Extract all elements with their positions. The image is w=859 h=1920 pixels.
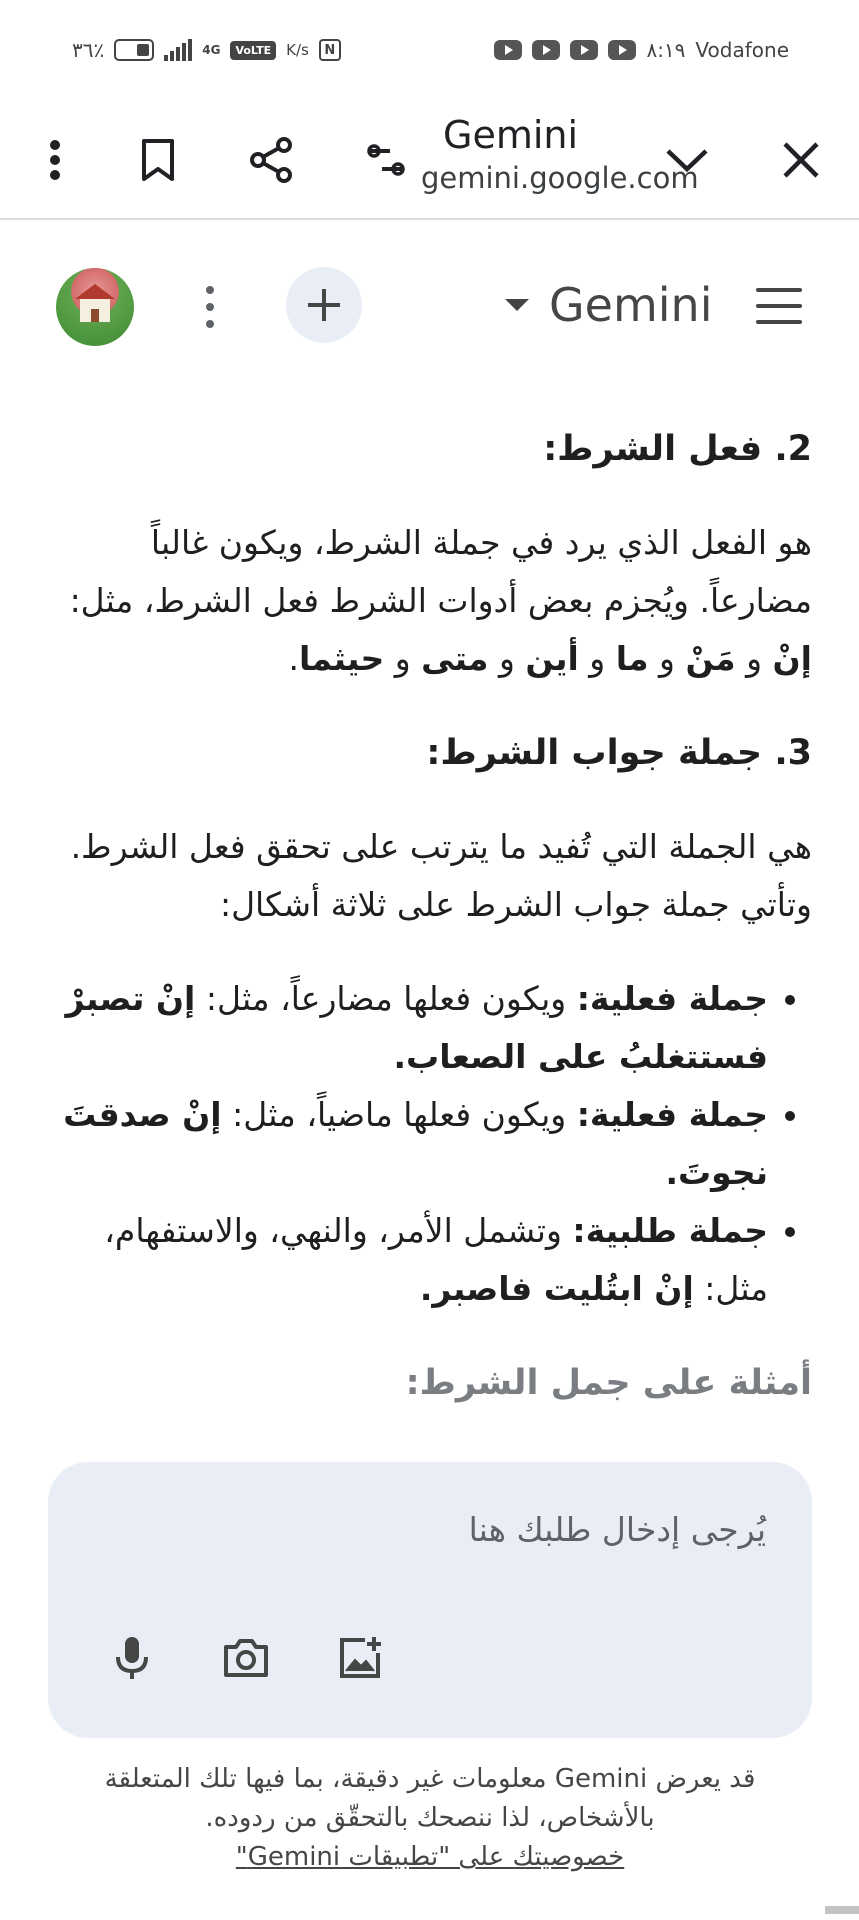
- section-heading: 3. جملة جواب الشرط:: [426, 733, 812, 773]
- avatar[interactable]: [56, 268, 134, 346]
- status-bar: [0, 0, 859, 100]
- network-gen: 4G: [202, 43, 221, 57]
- share-icon[interactable]: [242, 130, 302, 190]
- bullet-list: [48, 970, 812, 1318]
- mic-icon[interactable]: [104, 1630, 160, 1686]
- signal-icon: [164, 39, 192, 61]
- more-vert-icon[interactable]: [25, 130, 85, 190]
- more-vert-icon[interactable]: [195, 282, 225, 332]
- avatar-house-icon: [80, 298, 110, 322]
- plus-icon: [306, 287, 342, 323]
- chevron-down-icon[interactable]: [657, 130, 717, 190]
- bookmark-icon[interactable]: [128, 130, 188, 190]
- page-title: Gemini: [443, 113, 579, 157]
- carrier-name: Vodafone: [695, 38, 789, 62]
- section-heading: أمثلة على جمل الشرط:: [405, 1363, 812, 1403]
- model-selector[interactable]: [505, 270, 712, 340]
- youtube-notification-icon: [570, 40, 598, 60]
- add-image-icon[interactable]: [332, 1630, 388, 1686]
- volte-icon: VoLTE: [230, 41, 276, 60]
- disclaimer: [60, 1760, 800, 1877]
- paragraph: هي الجملة التي تُفيد ما يترتب على تحقق فعل الشرط. وتأتي جملة جواب الشرط على ثلاثة أشكال:: [70, 827, 812, 924]
- speed-label: K/s: [286, 40, 309, 59]
- clock: ٨:١٩: [646, 38, 686, 62]
- app-header: [0, 220, 859, 390]
- disclaimer-text: قد يعرض Gemini معلومات غير دقيقة، بما فيها تلك المتعلقة بالأشخاص، لذا ننصحك بالتحقّق من ردوده.: [104, 1764, 756, 1833]
- page-url: gemini.google.com: [421, 161, 699, 195]
- prompt-input[interactable]: يُرجى إدخال طلبك هنا: [468, 1510, 766, 1549]
- list-item: • جملة فعلية: ويكون فعلها مضارعاً، مثل: إنْ تصبرْ فستتغلبُ على الصعاب.: [48, 970, 768, 1086]
- privacy-link[interactable]: خصوصيتك على "تطبيقات Gemini": [235, 1842, 625, 1872]
- new-chat-button[interactable]: [286, 267, 362, 343]
- nfc-icon: N: [319, 39, 341, 61]
- status-left: [72, 38, 341, 62]
- youtube-notification-icon: [608, 40, 636, 60]
- menu-icon[interactable]: [756, 288, 802, 324]
- battery-icon: [114, 39, 154, 61]
- youtube-notification-icon: [494, 40, 522, 60]
- close-icon[interactable]: [771, 130, 831, 190]
- paragraph: هو الفعل الذي يرد في جملة الشرط، ويكون غالباً مضارعاً. ويُجزم بعض أدوات الشرط فعل الشرط، مثل: إنْ و مَنْ و ما و أين و متى و حيثما.: [69, 523, 812, 678]
- model-name: Gemini: [549, 278, 713, 332]
- list-item: • جملة فعلية: ويكون فعلها ماضياً، مثل: إنْ صدقتَ نجوتَ.: [48, 1086, 768, 1202]
- list-item: • جملة طلبية: وتشمل الأمر، والنهي، والاستفهام، مثل: إنْ ابتُليت فاصبر.: [48, 1202, 768, 1318]
- status-right: [494, 38, 789, 62]
- scroll-indicator: [825, 1906, 859, 1914]
- prompt-box[interactable]: [48, 1462, 812, 1738]
- response-content: [48, 420, 812, 1448]
- browser-toolbar: [0, 100, 859, 220]
- battery-percent: ٣٦٪: [72, 38, 105, 62]
- youtube-notification-icon: [532, 40, 560, 60]
- page-title-block[interactable]: [421, 112, 699, 198]
- section-heading: 2. فعل الشرط:: [543, 429, 812, 469]
- caret-down-icon: [505, 299, 529, 311]
- tune-icon[interactable]: [356, 130, 416, 190]
- camera-icon[interactable]: [218, 1630, 274, 1686]
